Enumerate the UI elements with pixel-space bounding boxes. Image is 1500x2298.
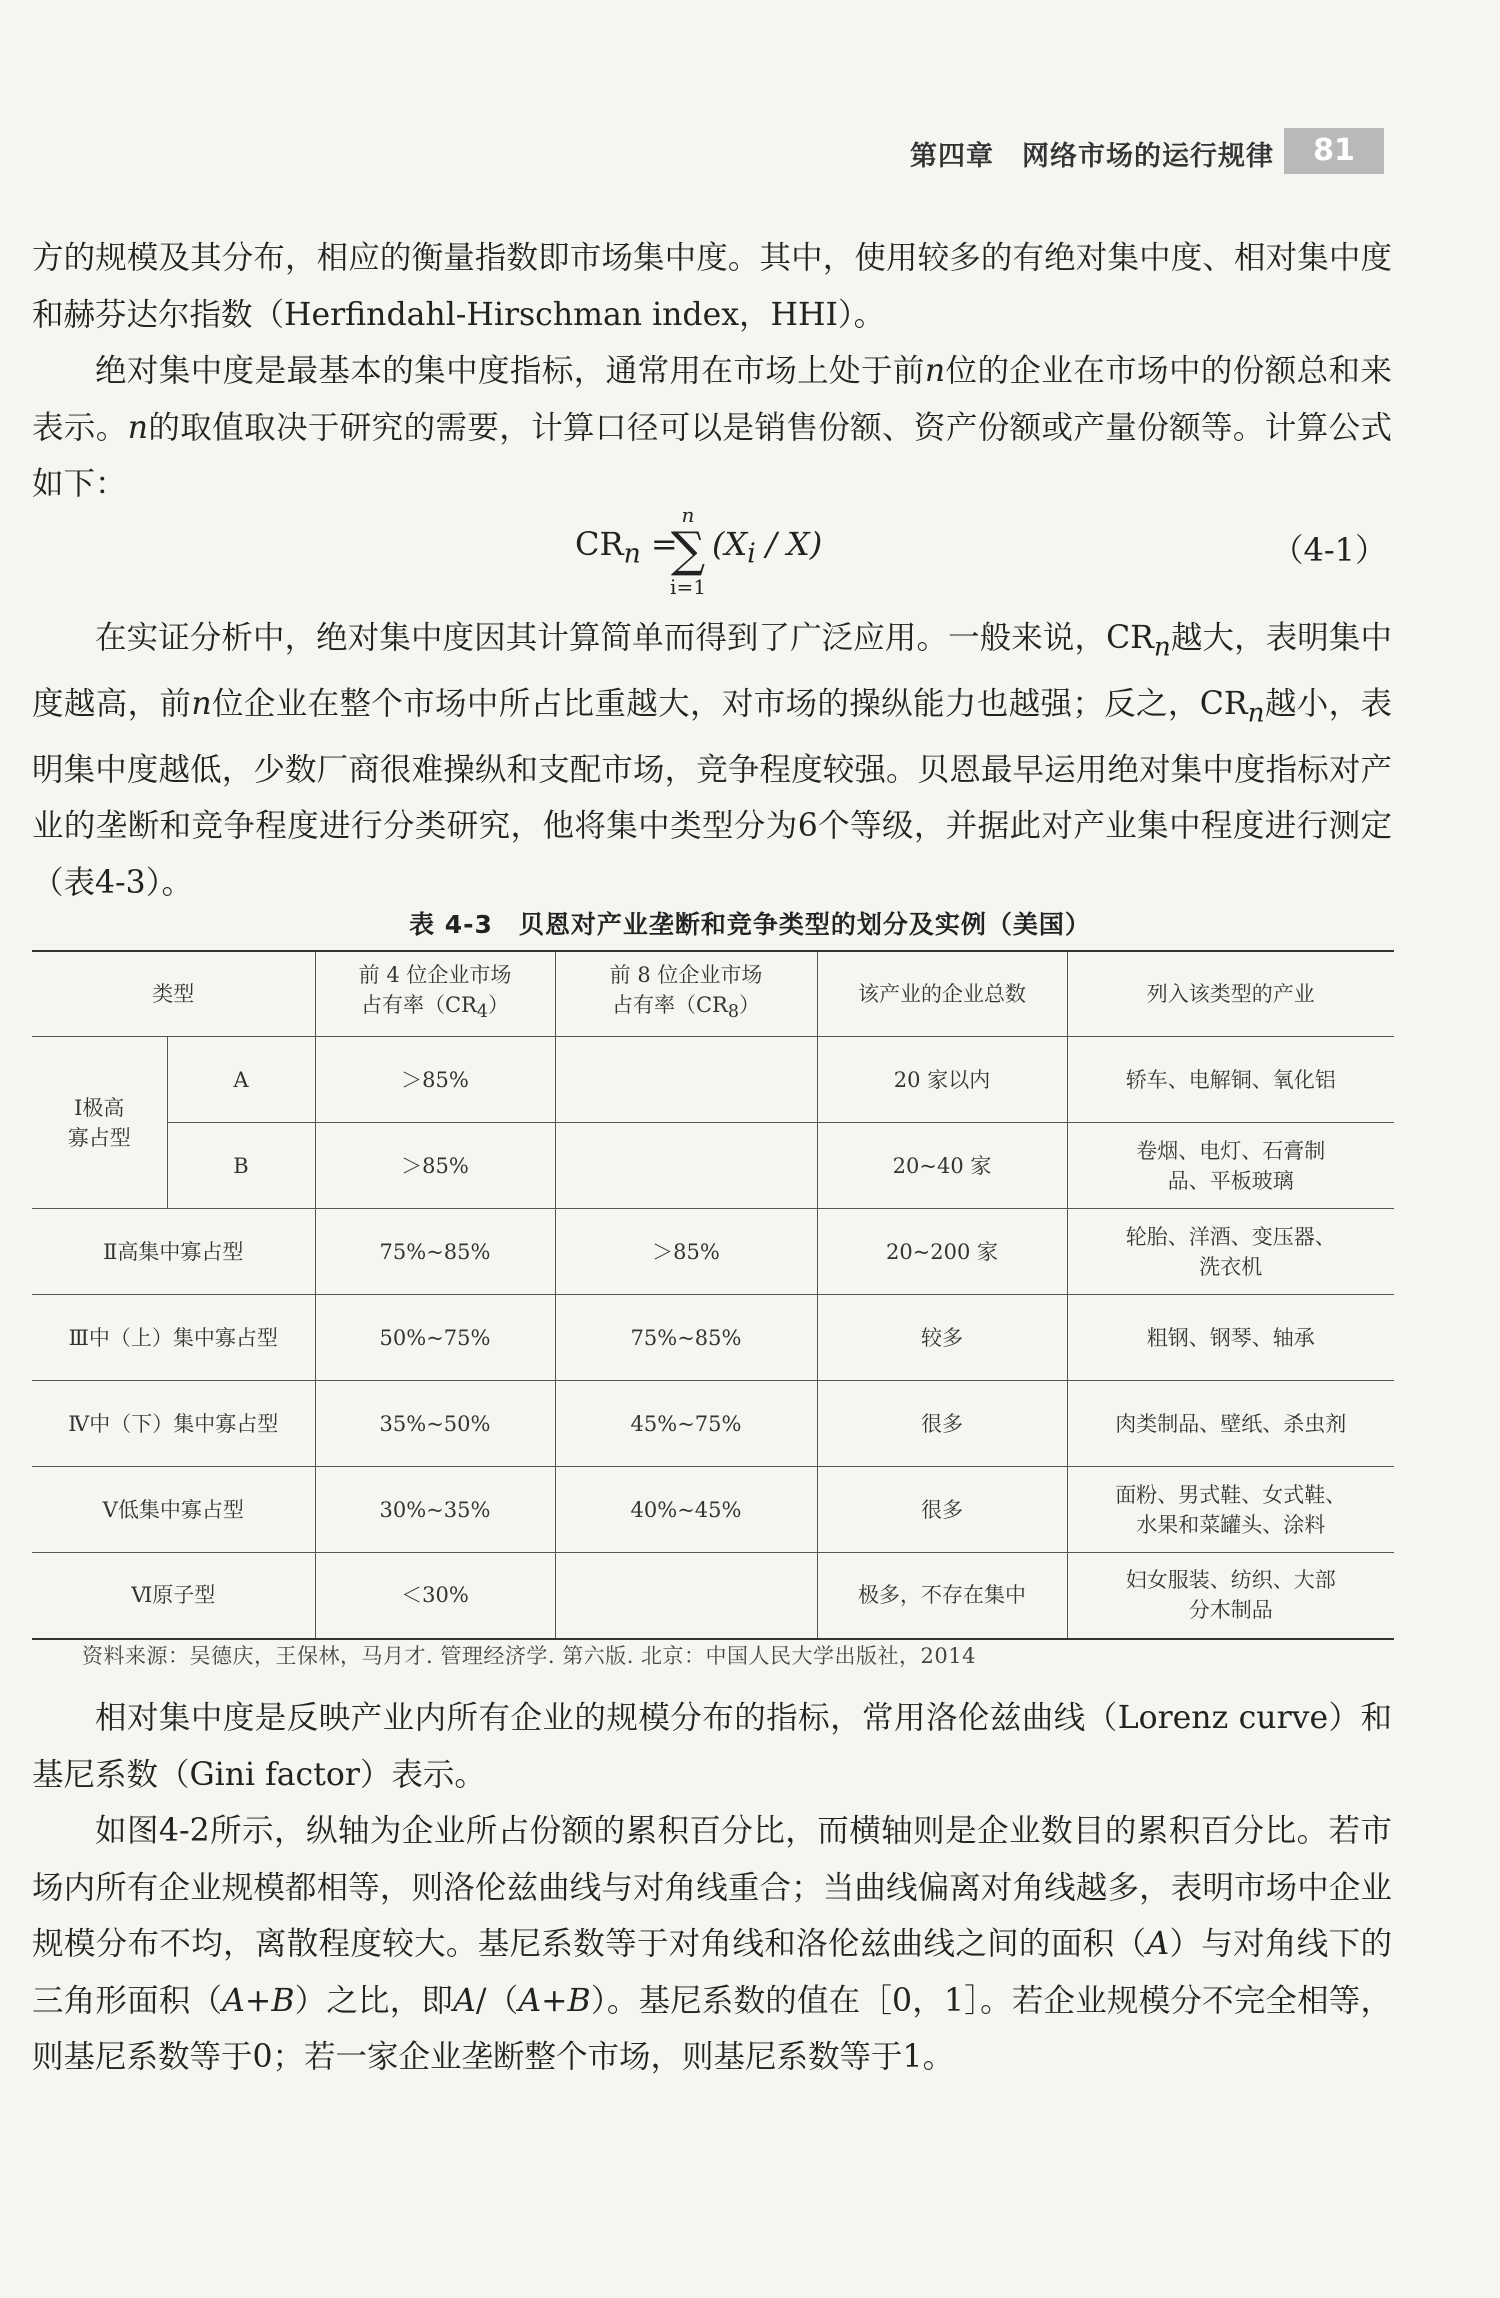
header-total-firms: 该产业的企业总数 (817, 951, 1067, 1037)
header-industries: 列入该类型的产业 (1067, 951, 1394, 1037)
table-header-row (32, 951, 1394, 1037)
table-row (32, 1123, 1394, 1209)
type-cell: Ⅲ中（上）集中寡占型 (32, 1295, 315, 1381)
subtype-cell: A (167, 1037, 315, 1123)
paragraph-3: 在实证分析中，绝对集中度因其计算简单而得到了广泛应用。一般来说，$CR_n$越大，表明集中度越高，前n位企业在整个市场中所占比重越大，对市场的操纵能力也越强；反之，$CR_n$越小，表明集中度越低，少数厂商很难操纵和支配市场，竞争程度较强。贝恩最早运用绝对集中度指标对产业的垄断和竞争程度进行分类研究，他将集中类型分为6个等级，并据此对产业集中程度进行测定（表4-3）。 (32, 620, 1392, 901)
text-block-middle (32, 610, 1392, 911)
header-type: 类型 (32, 951, 315, 1037)
total-cell: 较多 (817, 1295, 1067, 1381)
text-block-bottom (32, 1690, 1392, 2086)
table-row (32, 1037, 1394, 1123)
page-number: 81 (1284, 128, 1384, 174)
industries-cell: 面粉、男式鞋、女式鞋、水果和菜罐头、涂料 (1067, 1467, 1394, 1553)
cr8-cell (555, 1037, 817, 1123)
summation: n ∑ i=1 (670, 503, 706, 599)
cr4-cell: ＞85% (315, 1037, 555, 1123)
cr8-cell: ＞85% (555, 1209, 817, 1295)
type-cell: Ⅳ中（下）集中寡占型 (32, 1381, 315, 1467)
industries-cell: 轮胎、洋酒、变压器、洗衣机 (1067, 1209, 1394, 1295)
table-row (32, 1295, 1394, 1381)
industries-cell: 肉类制品、壁纸、杀虫剂 (1067, 1381, 1394, 1467)
table-caption: 表 4-3 贝恩对产业垄断和竞争类型的划分及实例（美国） (409, 910, 1091, 939)
cr4-cell: 75%~85% (315, 1209, 555, 1295)
cr8-cell (555, 1553, 817, 1639)
total-cell: 20~200 家 (817, 1209, 1067, 1295)
cr4-cell: ＜30% (315, 1553, 555, 1639)
chapter-title: 第四章 网络市场的运行规律 (910, 141, 1274, 172)
table-row (32, 1209, 1394, 1295)
table-row (32, 1381, 1394, 1467)
cr8-cell (555, 1123, 817, 1209)
total-cell: 极多，不存在集中 (817, 1553, 1067, 1639)
running-header (0, 128, 1500, 174)
table-row (32, 1553, 1394, 1639)
header-cr8: 前 8 位企业市场 占有率$(CR_8)$ (555, 951, 817, 1037)
formula-lhs: $CR_n$ = (575, 525, 678, 570)
table-source: 资料来源：吴德庆，王保林，马月才. 管理经济学. 第六版. 北京：中国人民大学出版社，2014 (82, 1644, 976, 1668)
cr4-cell: 50%~75% (315, 1295, 555, 1381)
paragraph-5: 如图4-2所示，纵轴为企业所占份额的累积百分比，而横轴则是企业数目的累积百分比。若市场内所有企业规模都相等，则洛伦兹曲线与对角线重合；当曲线偏离对角线越多，表明市场中企业规模分布不均，离散程度较大。基尼系数等于对角线和洛伦兹曲线之间的面积（A）与对角线下的三角形面积（A+B）之比，即A/（A+B）。基尼系数的值在［0，1］。若企业规模分不完全相等，则基尼系数等于0；若一家企业垄断整个市场，则基尼系数等于1。 (32, 1813, 1392, 2075)
industries-cell: 粗钢、钢琴、轴承 (1067, 1295, 1394, 1381)
formula-4-1 (0, 505, 1500, 615)
cr8-cell: 45%~75% (555, 1381, 817, 1467)
cr8-cell: 40%~45% (555, 1467, 817, 1553)
header-cr4: 前 4 位企业市场 占有率$(CR_4)$ (315, 951, 555, 1037)
equation-number: （4-1） (1271, 531, 1387, 569)
cr4-cell: 35%~50% (315, 1381, 555, 1467)
formula-rhs: $(X_i / X)$ (712, 525, 823, 570)
table-row (32, 1467, 1394, 1553)
type-cell: Ⅵ原子型 (32, 1553, 315, 1639)
type-cell: Ⅴ低集中寡占型 (32, 1467, 315, 1553)
paragraph-4: 相对集中度是反映产业内所有企业的规模分布的指标，常用洛伦兹曲线（Lorenz curve）和基尼系数（Gini factor）表示。 (32, 1700, 1392, 1793)
bain-classification-table (32, 950, 1394, 1640)
text-block-top (32, 230, 1392, 513)
type-cell: Ⅰ极高寡占型 (32, 1037, 167, 1209)
cr4-cell: 30%~35% (315, 1467, 555, 1553)
industries-cell: 妇女服装、纺织、大部分木制品 (1067, 1553, 1394, 1639)
industries-cell: 轿车、电解铜、氧化铝 (1067, 1037, 1394, 1123)
subtype-cell: B (167, 1123, 315, 1209)
industries-cell: 卷烟、电灯、石膏制品、平板玻璃 (1067, 1123, 1394, 1209)
cr4-cell: ＞85% (315, 1123, 555, 1209)
cr8-cell: 75%~85% (555, 1295, 817, 1381)
paragraph-2: 绝对集中度是最基本的集中度指标，通常用在市场上处于前n位的企业在市场中的份额总和来表示。n的取值取决于研究的需要，计算口径可以是销售份额、资产份额或产量份额等。计算公式如下： (32, 353, 1392, 502)
type-cell: Ⅱ高集中寡占型 (32, 1209, 315, 1295)
paragraph-1: 方的规模及其分布，相应的衡量指数即市场集中度。其中，使用较多的有绝对集中度、相对集中度和赫芬达尔指数（Herfindahl-Hirschman index，HHI）。 (32, 240, 1392, 333)
total-cell: 20 家以内 (817, 1037, 1067, 1123)
total-cell: 很多 (817, 1467, 1067, 1553)
total-cell: 20~40 家 (817, 1123, 1067, 1209)
total-cell: 很多 (817, 1381, 1067, 1467)
